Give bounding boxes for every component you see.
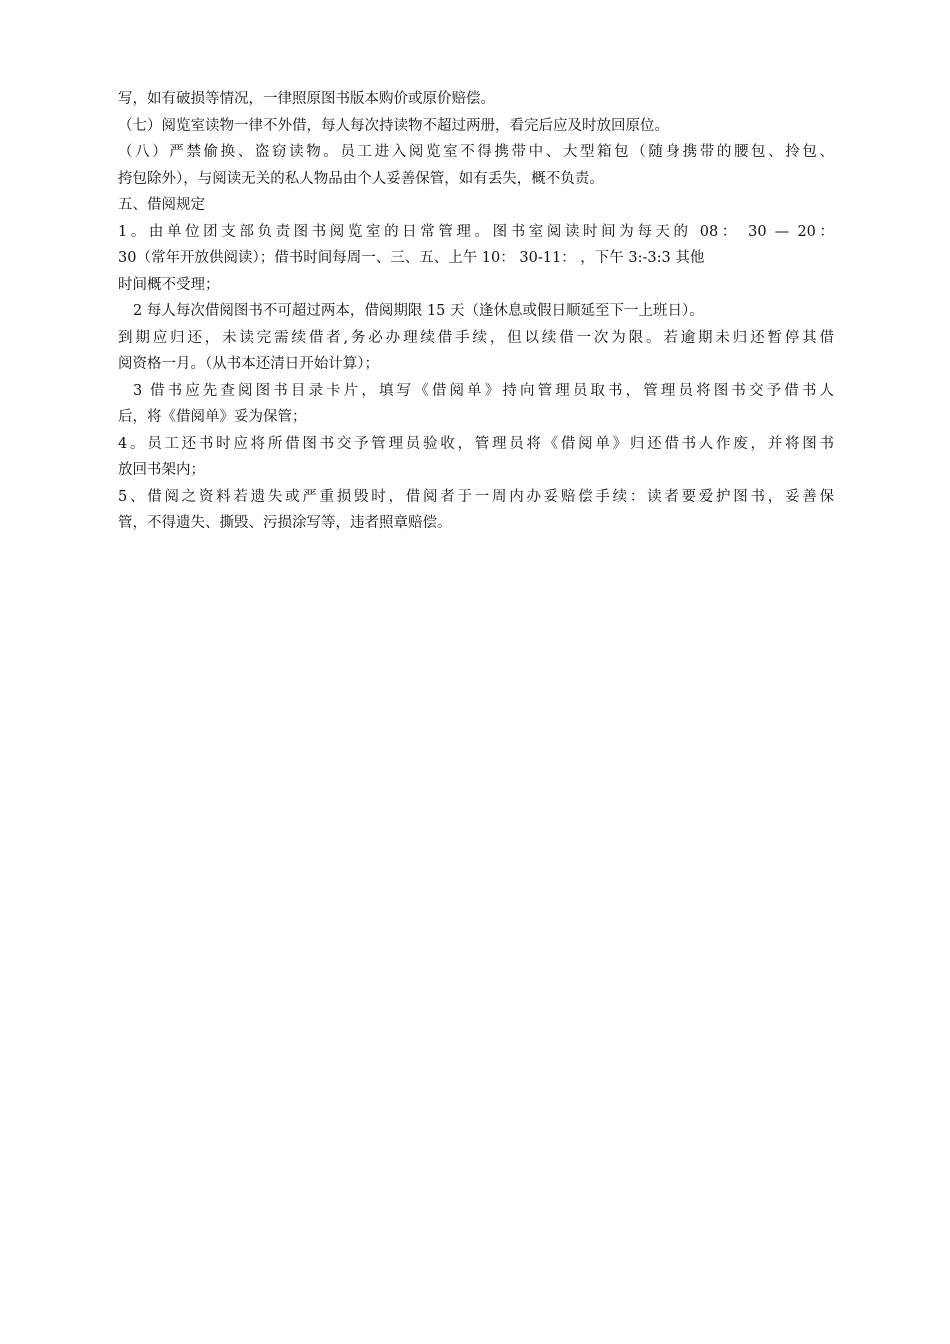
- text-line: 到期应归还，未读完需续借者,务必办理续借手续，但以续借一次为限。若逾期未归还暂停其借: [118, 329, 834, 346]
- text-line: 3 借书应先查阅图书目录卡片，填写《借阅单》持向管理员取书，管理员将图书交予借书人: [133, 382, 834, 399]
- text-line: 2 每人每次借阅图书不可超过两本，借阅期限 15 天（逢休息或假日顺延至下一上班日）。: [133, 303, 704, 319]
- text-line: 挎包除外），与阅读无关的私人物品由个人妥善保管，如有丢失，概不负责。: [118, 170, 604, 187]
- text-line: 管，不得遗失、撕毁、污损涂写等，违者照章赔偿。: [118, 515, 452, 531]
- text-line: 4。员工还书时应将所借图书交予管理员验收，管理员将《借阅单》归还借书人作废，并将图书: [118, 435, 834, 452]
- text-line: 写，如有破损等情况，一律照原图书版本购价或原价赔偿。: [118, 91, 495, 107]
- text-line: 30（常年开放供阅读）；借书时间每周一、三、五、上午 10： 30-11： ，下午 3:-3:3 其他: [118, 250, 705, 266]
- section-heading: 五、借阅规定: [118, 197, 205, 213]
- text-line: 1。由单位团支部负责图书阅览室的日常管理。图书室阅读时间为每天的 08： 30 — 20：: [118, 223, 834, 240]
- document-body: [118, 86, 834, 537]
- text-line: （八）严禁偷换、盗窃读物。员工进入阅览室不得携带中、大型箱包（随身携带的腰包、拎包、: [118, 144, 834, 160]
- text-line: 阅资格一月。（从书本还清日开始计算）；: [118, 356, 379, 372]
- text-line: 后，将《借阅单》妥为保管；: [118, 409, 307, 425]
- text-line: 时间概不受理；: [118, 276, 220, 293]
- text-line: 5、借阅之资料若遗失或严重损毁时，借阅者于一周内办妥赔偿手续：读者要爱护图书，妥善保: [118, 488, 834, 505]
- text-line: 放回书架内；: [118, 462, 205, 478]
- text-line: （七）阅览室读物一律不外借，每人每次持读物不超过两册，看完后应及时放回原位。: [118, 117, 669, 134]
